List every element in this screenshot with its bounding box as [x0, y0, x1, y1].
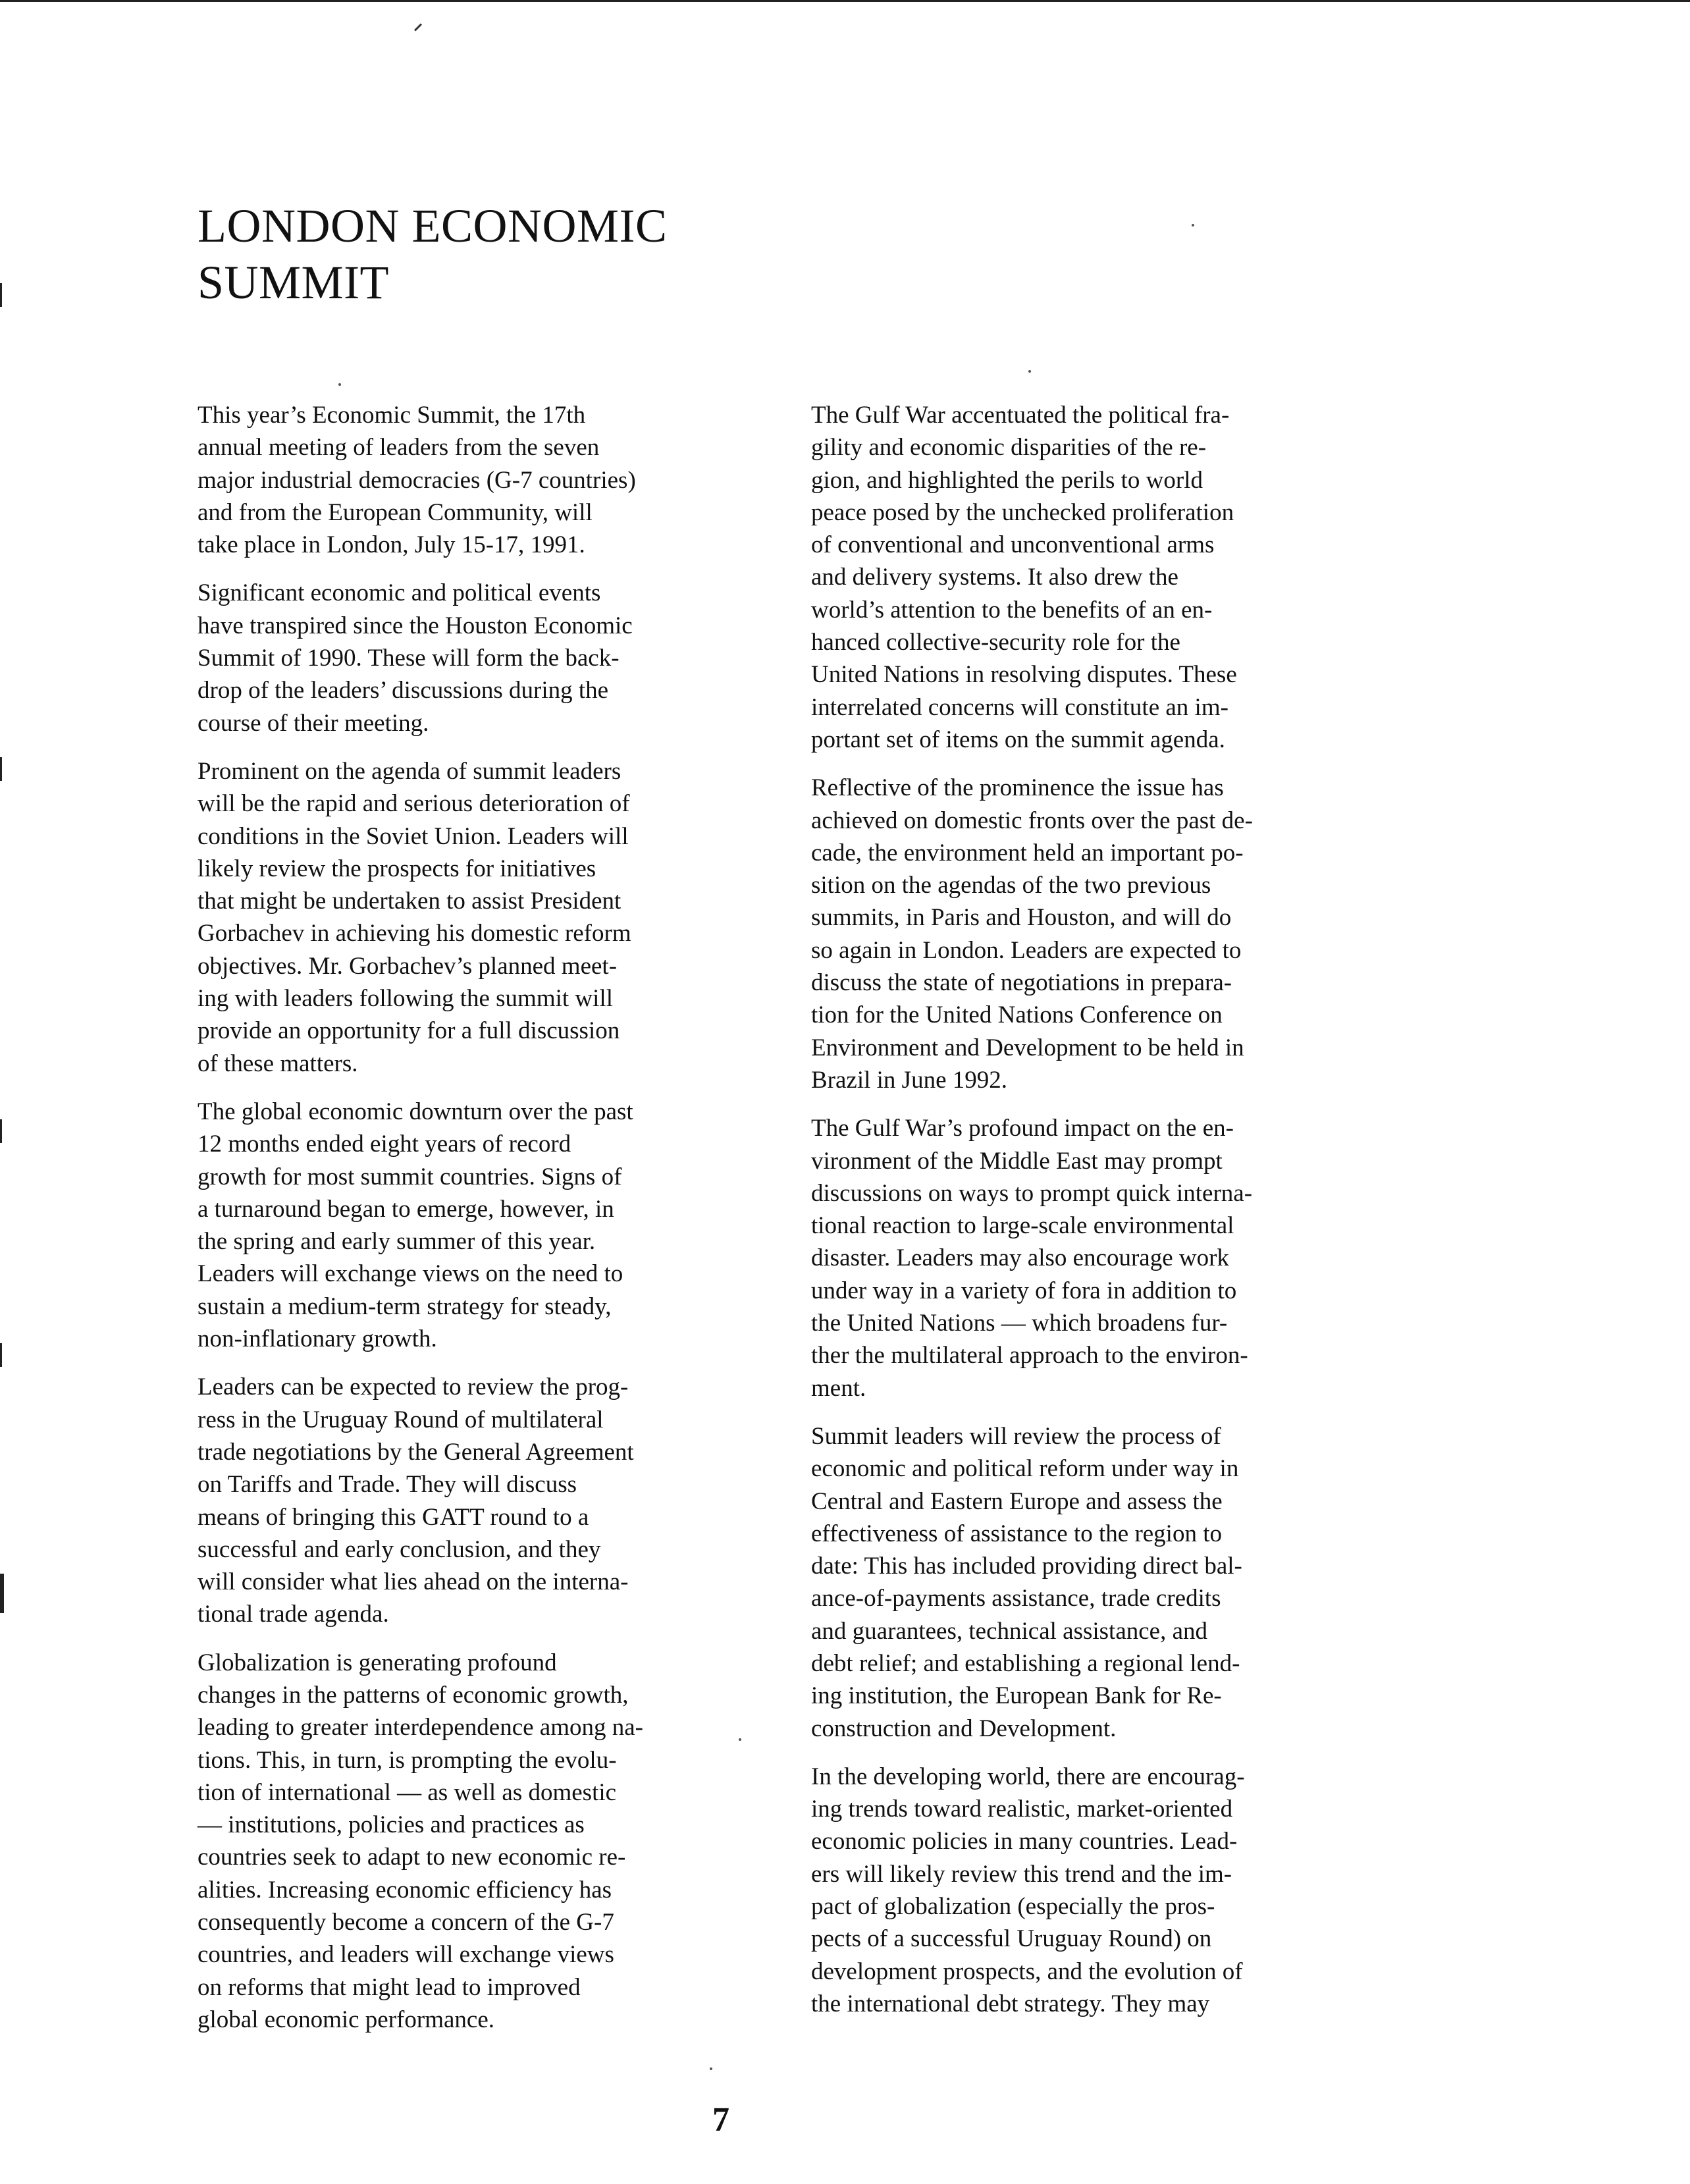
scan-edge-mark — [0, 1343, 2, 1367]
page-title: LONDON ECONOMIC SUMMIT — [198, 200, 668, 309]
scan-speck — [338, 383, 341, 386]
scan-edge-mark — [0, 1574, 4, 1613]
body-paragraph: Leaders can be expected to review the prog- ress in the Uruguay Round of multilateral trade negotiations by the General Agreement on Tariffs and Trade. They will discuss means of bringing this GATT round to a successful and early conclusion, and they will consider what lies ahead on the interna- tional trade agenda. — [198, 1373, 634, 1628]
scan-edge-mark — [0, 757, 2, 781]
page-number: 7 — [712, 2101, 729, 2139]
body-paragraph: In the developing world, there are encourag- ing trends toward realistic, market-oriented economic policies in many countries. Lead- ers will likely review this trend and the im- pact of globalization (especially the pros- pects of a successful Uruguay Round) on development prospects, and the evolution of the international debt strategy. They may — [811, 1763, 1245, 2017]
right-text-column — [811, 399, 1469, 2036]
body-paragraph: The global economic downturn over the past 12 months ended eight years of record growth for most summit countries. Signs of a turnaround began to emerge, however, in the spring and early summer of this year. Leaders will exchange views on the need to sustain a medium-term strategy for steady, non-inflationary growth. — [198, 1098, 633, 1353]
body-paragraph: Significant economic and political events have transpired since the Houston Economic Summit of 1990. These will form the back- drop of the leaders’ discussions during the course of their meeting. — [198, 579, 633, 737]
scan-speck — [1192, 224, 1194, 226]
top-scan-border — [0, 0, 1690, 2]
body-paragraph: The Gulf War accentuated the political fra- gility and economic disparities of the re- gion, and highlighted the perils to world peace posed by the unchecked proliferation of conventional and unconventional arms and delivery systems. It also drew the world’s attention to the benefits of an en- hanced collective-security role for the United Nations in resolving disputes. These interrelated concerns will constitute an im- portant set of items on the summit agenda. — [811, 402, 1237, 753]
left-text-column — [198, 399, 856, 2052]
scan-edge-mark — [0, 283, 2, 307]
body-paragraph: Summit leaders will review the process of economic and political reform under way in Central and Eastern Europe and assess the effectiveness of assistance to the region to date: This has included providing direct bal- ance-of-payments assistance, trade credits and guarantees, technical assistance, and debt relief; and establishing a regional lend- ing institution, the European Bank for Re- construction and Development. — [811, 1422, 1242, 1742]
body-paragraph: Globalization is generating profound changes in the patterns of economic growth, leading to greater interdependence among na- tions. This, in turn, is prompting the evolu- tion of international — as well as domestic — institutions, policies and practices as countries seek to adapt to new economic re- alities. Increasing economic efficiency has consequently become a concern of the G-7 countries, and leaders will exchange views on reforms that might lead to improved global economic performance. — [198, 1649, 643, 2033]
scan-speck — [710, 2067, 712, 2070]
scan-edge-mark — [0, 1119, 2, 1143]
body-paragraph: The Gulf War’s profound impact on the en- vironment of the Middle East may prompt discussions on ways to prompt quick interna- tional reaction to large-scale environmental disaster. Leaders may also encourage work under way in a variety of fora in addition to the United Nations — which broadens fur- ther the multilateral approach to the environ- ment. — [811, 1115, 1253, 1402]
scan-tick-mark — [414, 23, 422, 31]
scan-speck — [1028, 370, 1031, 373]
body-paragraph: Reflective of the prominence the issue has achieved on domestic fronts over the past de- cade, the environment held an important po- sition on the agendas of the two previous summits, in Paris and Houston, and will do so again in London. Leaders are expected to discuss the state of negotiations in prepara- tion for the United Nations Conference on Environment and Development to be held in Brazil in June 1992. — [811, 774, 1253, 1094]
body-paragraph: Prominent on the agenda of summit leaders will be the rapid and serious deterioration of conditions in the Soviet Union. Leaders will likely review the prospects for initiatives that might be undertaken to assist President Gorbachev in achieving his domestic reform objectives. Mr. Gorbachev’s planned meet- ing with leaders following the summit will provide an opportunity for a full discussion of these matters. — [198, 757, 631, 1077]
body-paragraph: This year’s Economic Summit, the 17th annual meeting of leaders from the seven major industrial democracies (G-7 countries) and from the European Community, will take place in London, July 15-17, 1991. — [198, 402, 636, 559]
